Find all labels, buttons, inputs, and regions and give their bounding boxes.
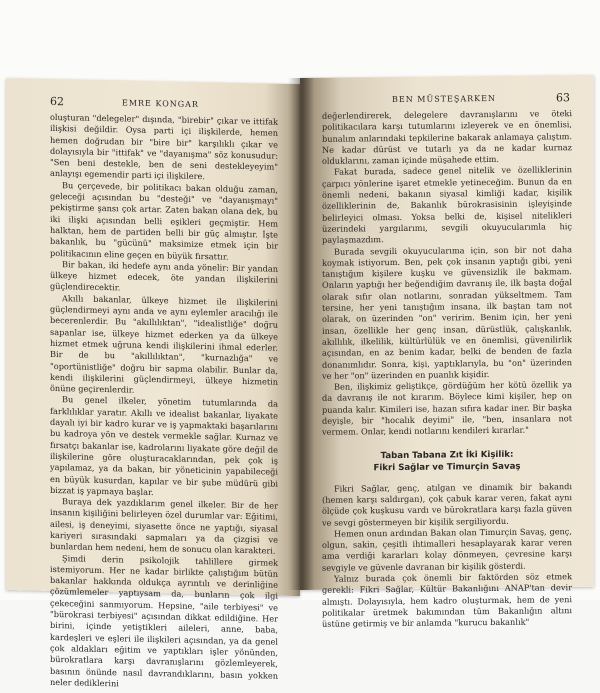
paragraph: Fikri Sağlar, genç, atılgan ve dinamik bir bakandı (hemen karşı saldırgan), çok çabuk karar veren, fakat aynı ölçüde çok kuşkusu vardı ve bürokratlara karşı fazla güven ve sevgi göstermeyen bir kişilik sergiliyordu. bbox=[322, 480, 572, 528]
running-head-author: EMRE KONGAR bbox=[122, 98, 199, 110]
paragraph: Bu çerçevede, bir politikacı bakan olduğu zaman, geleceği açısından bu "desteği" ve "dayanışmayı" pekiştirme şansı çok artar. Zaten bakan olana dek, bu iki ilişki açısından belli eşikleri geçmiştir. Hem halktan, hem de partiden belli bir güç almıştır. İşte bakanlık, bu "gücünü" maksimize etmek için bir politikacının eline geçen en büyük fırsattır. bbox=[50, 179, 278, 262]
paragraph: değerlendirerek, delegelere davranışlarını ve öteki politikacılara karşı tutumlarını izleyerek ve en önemlisi, bunalım anlarındaki tepkilerine bakarak anlamaya çalıştım. Ne kadar dürüst ve tutarlı ya da ne kadar kurnaz olduklarını, zaman içinde müşahede ettim. bbox=[322, 108, 572, 166]
right-page-text bbox=[322, 108, 572, 630]
running-head-title: BEN MÜSTEŞARKEN bbox=[392, 93, 496, 105]
paragraph: Bu genel ilkeler, yönetim tutumlarında da farklılıklar yaratır. Akıllı ve idealist bakanlar, liyakate dayalı iyi bir kadro kurar ve iş yapmaktaki başarılarını bu kadroya yön ve destek vermekle sağlar. Kurnaz ve fırsatçı bakanlar ise, kadrolarını liyakate göre değil de ilişkilerine göre oluşturacaklarından, pek çok iş yapılamaz, ya da bakan, bir yöneticinin yapabileceği en büyük kusurdan, kapılar ve bir şube müdürü gibi bizzat iş yapmaya başlar. bbox=[50, 394, 278, 497]
left-page-text bbox=[50, 112, 278, 693]
open-book bbox=[6, 78, 594, 689]
page-number-right: 63 bbox=[556, 91, 570, 105]
paragraph: Hemen onun ardından Bakan olan Timurçin Savaş, genç, olgun, sakin, çeşitli ihtimalleri hesaplayarak karar veren ama verdiği kararları kolay dönmeyen, çevresine karşı sevgiyle ve güvenle davranan bir kişilik gösterdi. bbox=[322, 525, 572, 573]
paragraph: Akıllı bakanlar, ülkeye hizmet ile ilişkilerini güçlendirmeyi aynı anda ve aynı eylemler aracılığı ile becerenlerdir. Bu "akıllılıktan", "idealistliğe" doğru sapanlar ise, ülkeye hizmet ederken ya da ülkeye hizmet etmek uğruna kendi ilişkilerini ihmal ederler. Bir de bu "akıllılıktan", "kurnazlığa" ve "oportünistliğe" doğru bir sapma olabilir. Bunlar da, kendi ilişkilerini güçlendirmeyi, ülkeye hizmetin önüne geçirenlerdir. bbox=[50, 292, 278, 395]
right-page bbox=[300, 75, 594, 629]
section-heading bbox=[322, 448, 572, 475]
paragraph: Yalnız burada çok önemli bir faktörden söz etmek gerekli: Fikri Sağlar, Kültür Bakanlığını ANAP'tan devir almıştı. Dolayısıyla, hem kadro oluşturmak, hem de yeni politikalar üretmek bakımından tüm Bakanlığın altını üstüne getirmiş ve bir anlamda "kurucu bakanlık" bbox=[322, 571, 572, 629]
paragraph: Şimdi derin psikolojik tahlillere girmek istemiyorum. Her ne kadar birlikte çalıştığım bütün bakanlar hakkında oldukça ayrıntılı ve derinliğine çözümlemeler yaptıysam da, bunların çok ilgi çekeceğini sanmıyorum. Hepsine, "aile terbiyesi" ve "bürokrasi terbiyesi" açısından dikkat edildiğine. Her birini, içinde yetiştikleri aileleri, anne, baba, kardeşleri ve eşleri ile ilişkileri açısından, ya da genel çok aldakları eğitim ve yaptıkları işler yönünden, bürokratlara karşı davranışlarını gözlemleyerek, basının önünde nasıl davrandıklarını, basın yokken neler dediklerini bbox=[50, 552, 278, 689]
paragraph: Fakat burada, sadece genel nitelik ve özelliklerinin çarpıcı yönlerine işaret etmekle yetineceğim. Bunun da en önemli nedeni, bakanın siyasal kimliği kadar, kişilik özelliklerinin de, Bakanlık bürokrasisinin işleyişinde belirleyici olması. Yoksa belki de, kişisel nitelikleri üzerindeki yargılarımı, sevgili okuyucularımla hiç paylaşmazdım. bbox=[322, 164, 572, 246]
page-number-left: 62 bbox=[50, 94, 64, 109]
left-page bbox=[6, 78, 300, 689]
paragraph: Burada sevgili okuyucularıma için, son bir not daha koymak istiyorum. Ben, pek çok insanın yaptığı gibi, yeni tanıştığım kişilere kuşku ve güvensizlik ile bakmam. Onların yaptığı her beğendiğim davranış ile, ilk başta doğal olarak sıfır olan notlarını, sonradan yükseltmem. Tam tersine, her yeni tanıştığım insana, ilk baştan tam not olarak, on üzerinden "on" veririm. Benim için, her yeni insan, özellikle her genç insan, dürüstlük, çalışkanlık, akıllılık, ilkelilik, kültürlülük ve en önemlisi, güvenilirlik açısından, en az benim kadar, belki de benden de fazla donanımlıdır. Sonra, kişi, yaptıklarıyla, bu "on" üzerinden ve her "on" üzerinden en puanlık kişidir. bbox=[322, 243, 572, 381]
paragraph: Bir bakan, iki hedefe aynı anda yönelir: Bir yandan ülkeye hizmet edecek, öte yandan ilişkilerini güçlendirecektir. bbox=[50, 259, 278, 293]
paragraph: oluşturan "delegeler" dışında, "birebir" çıkar ve ittifak ilişkisi değildir. Oysa parti içi ilişkilerde, hemen hemen doğrudan bir "bire bir" karşılıklı çıkar ve dolayısıyla bir "ittifak" ve "dayanışma" söz konusudur: "Sen beni destekle, ben de seni destekleyeyim" anlayışı egemendir parti içi ilişkilere. bbox=[50, 111, 278, 182]
paragraph: Ben, ilişkimiz geliştikçe, gördüğüm her kötü özellik ya da davranış ile not kırarım. Böylece kimi kişiler, hep on puanda kalır. Kimileri ise, hazan sıfıra kadar iner. Bir başka deyişle, bir "hocalık deyimi" ile, "ben, insanlara not vermem. Onlar, kendi notlarını kendileri kırarlar." bbox=[322, 379, 572, 438]
section-heading-line-1: Taban Tabana Zıt İki Kişilik: bbox=[380, 449, 514, 461]
paragraph: Buraya dek yazdıklarım genel ilkeler. Bir de her insanın kişiliğini belirleyen özel durumlar var: Eğitimi, ailesi, iş deneyimi, siyasette önce ne yaptığı, siyasal kariyeri sırasındaki sapmaları ya da çizgisi ve bunlardan hem nedeni, hem de sonucu olan karakteri. bbox=[50, 496, 278, 556]
section-heading-line-2: Fikri Sağlar ve Timurçin Savaş bbox=[373, 461, 521, 473]
